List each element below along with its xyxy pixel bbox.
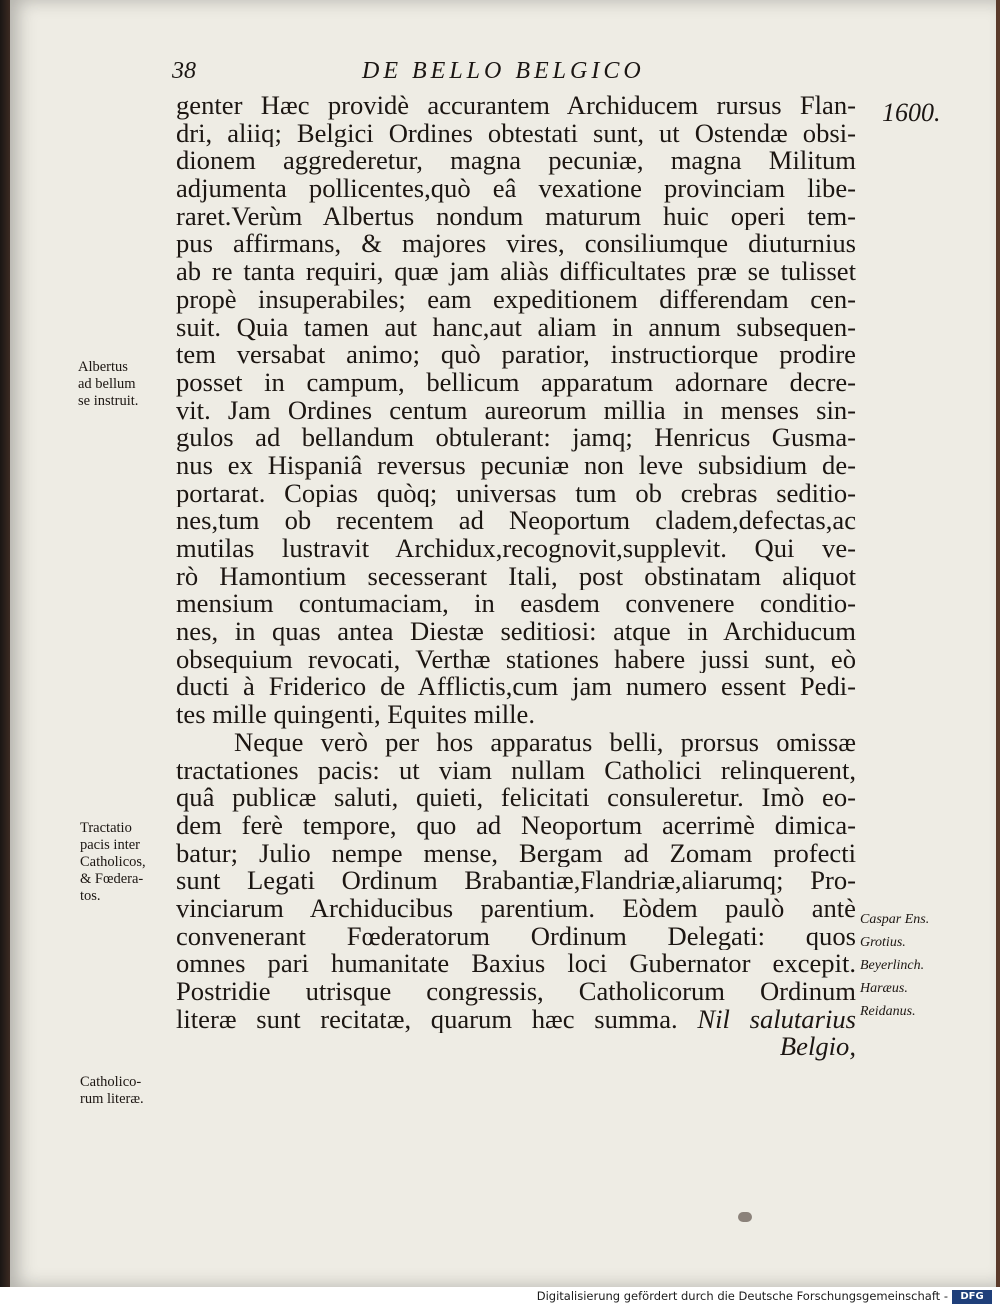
text-line: nes,tum ob recentem ad Neoportum cladem,defectas,ac	[176, 507, 856, 535]
margin-note-line: ad bellum	[78, 376, 136, 392]
margin-note-line: rum literæ.	[80, 1091, 144, 1107]
dfg-logo[interactable]: DFG	[952, 1290, 992, 1304]
footer-bar	[0, 1287, 1000, 1307]
text-line: obsequium revocati, Verthæ stationes habere jussi sunt, eò	[176, 645, 856, 674]
text-line-roman: literæ sunt recitatæ, quarum hæc summa.	[176, 1005, 678, 1034]
text-line: dem ferè tempore, quo ad Neoportum acerrimè dimica-	[176, 811, 856, 840]
margin-note-line: Catholico-	[80, 1074, 142, 1090]
text-line: genter Hæc providè accurantem Archiducem rursus Flan-	[176, 92, 856, 120]
ink-blot-mark	[738, 1212, 752, 1222]
margin-note-line: se instruit.	[78, 393, 139, 409]
margin-note-line: Tractatio	[80, 820, 132, 836]
text-line: tes mille quingenti, Equites mille.	[176, 701, 535, 729]
text-line: dionem aggrederetur, magna pecuniæ, magna Militum	[176, 147, 856, 176]
text-line: ab re tanta requiri, quæ jam aliàs difficultates præ se tulisset	[176, 258, 856, 286]
text-line: propè insuperabiles; eam expeditionem differendam cen-	[176, 285, 856, 314]
source-citation: Reidanus.	[860, 1004, 916, 1019]
text-line: mensium contumaciam, in easdem convenere conditio-	[176, 590, 856, 619]
catchword: Belgio,	[779, 1033, 856, 1062]
page-header	[172, 58, 672, 88]
running-title: DE BELLO BELGICO	[362, 58, 645, 84]
book-spine-edge	[0, 0, 10, 1287]
text-line: ducti à Friderico de Afflictis,cum jam numero essent Pedi-	[176, 673, 856, 702]
text-line: mutilas lustravit Archidux,recognovit,supplevit. Qui ve-	[176, 535, 856, 563]
text-line: quâ publicæ saluti, quieti, felicitati consuleretur. Imò eo-	[176, 784, 856, 812]
text-line: adjumenta pollicentes,quò eâ vexatione provinciam libe-	[176, 175, 856, 203]
main-text-block	[176, 92, 856, 1061]
margin-note-sources	[860, 908, 929, 1023]
margin-note-line: pacis inter	[80, 837, 140, 853]
page-number: 38	[172, 58, 196, 84]
source-citation: Beyerlinch.	[860, 958, 925, 973]
text-line: raret.Verùm Albertus nondum maturum huic operi tem-	[176, 202, 856, 231]
text-line: dri, aliiq; Belgici Ordines obtestati sunt, ut Ostendæ obsi-	[176, 119, 856, 148]
text-line: Neque verò per hos apparatus belli, prorsus omissæ	[234, 728, 856, 757]
margin-note-line: tos.	[80, 888, 101, 904]
italic-phrase: Nil salutarius	[697, 1005, 856, 1034]
text-line: nes, in quas antea Diestæ seditiosi: atque in Archiducum	[176, 618, 856, 646]
text-line	[176, 1006, 856, 1034]
text-line: portarat. Copias quòq; universas tum ob crebras seditio-	[176, 479, 856, 508]
margin-note-albertus	[78, 359, 138, 410]
text-line: vit. Jam Ordines centum aureorum millia in menses sin-	[176, 396, 856, 425]
year-marginal: 1600.	[882, 98, 941, 127]
funding-notice: Digitalisierung gefördert durch die Deutsche Forschungsgemeinschaft -	[536, 1289, 948, 1303]
text-line: suit. Quia tamen aut hanc,aut aliam in annum subsequen-	[176, 313, 856, 342]
source-citation: Haræus.	[860, 981, 908, 996]
text-line: rò Hamontium secesserant Itali, post obstinatam aliquot	[176, 562, 856, 591]
text-line: pus affirmans, & majores vires, consiliumque diuturnius	[176, 230, 856, 259]
page-right-edge	[996, 0, 1000, 1287]
text-line: nus ex Hispaniâ reversus pecuniæ non leve subsidium de-	[176, 451, 856, 480]
source-citation: Grotius.	[860, 935, 906, 950]
text-line: tractationes pacis: ut viam nullam Catholici relinquerent,	[176, 756, 856, 785]
margin-note-line: Albertus	[78, 359, 128, 375]
text-line: convenerant Fœderatorum Ordinum Delegati: quos	[176, 922, 856, 951]
text-line: batur; Julio nempe mense, Bergam ad Zomam profecti	[176, 839, 856, 868]
text-line: sunt Legati Ordinum Brabantiæ,Flandriæ,aliarumq; Pro-	[176, 867, 856, 895]
margin-note-tractatio	[80, 820, 146, 905]
margin-note-line: & Fœdera-	[80, 871, 144, 887]
text-line: tem versabat animo; quò paratior, instructiorque prodire	[176, 341, 856, 369]
margin-note-line: Catholicos,	[80, 854, 146, 870]
text-line: posset in campum, bellicum apparatum adornare decre-	[176, 368, 856, 397]
text-line: omnes pari humanitate Baxius loci Gubernator excepit.	[176, 950, 856, 978]
margin-note-catholicorum	[80, 1074, 144, 1108]
text-line: Postridie utrisque congressis, Catholicorum Ordinum	[176, 978, 856, 1006]
text-line: gulos ad bellandum obtulerant: jamq; Henricus Gusma-	[176, 424, 856, 452]
source-citation: Caspar Ens.	[860, 912, 930, 927]
text-line: vinciarum Archiducibus parentium. Eòdem paulò antè	[176, 894, 856, 923]
